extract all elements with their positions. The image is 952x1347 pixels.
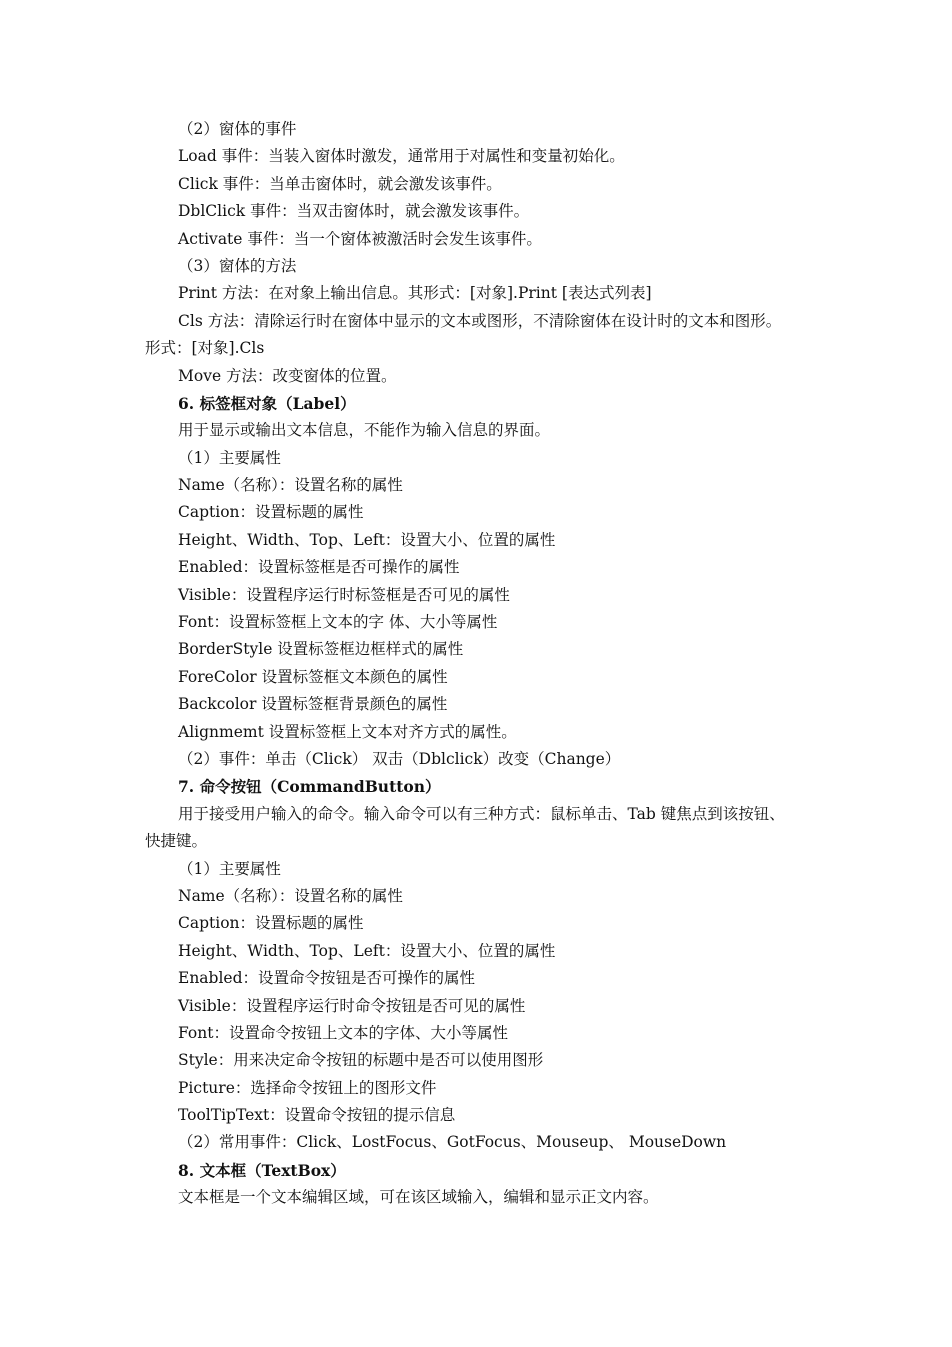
text-line: Cls 方法：清除运行时在窗体中显示的文本或图形，不清除窗体在设计时的文本和图形。	[178, 311, 782, 330]
text-line: Height、Width、Top、Left：设置大小、位置的属性	[178, 530, 556, 549]
text-line: Click 事件：当单击窗体时，就会激发该事件。	[178, 174, 502, 193]
text-line: Style：用来决定命令按钮的标题中是否可以使用图形	[178, 1051, 544, 1070]
section-heading: 7. 命令按钮（CommandButton）	[178, 777, 441, 797]
text-line: Enabled：设置标签框是否可操作的属性	[178, 558, 460, 577]
text-line: Visible：设置程序运行时命令按钮是否可见的属性	[178, 996, 526, 1015]
text-line: 用于显示或输出文本信息，不能作为输入信息的界面。	[178, 421, 551, 440]
text-line: ForeColor 设置标签框文本颜色的属性	[178, 667, 448, 686]
paragraph-continuation: 快捷键。	[145, 832, 208, 851]
document-body	[145, 116, 825, 1212]
section-heading: 8. 文本框（TextBox）	[178, 1160, 346, 1180]
paragraph-continuation: 形式：[对象].Cls	[145, 339, 265, 358]
text-line: 文本框是一个文本编辑区域，可在该区域输入，编辑和显示正文内容。	[178, 1188, 659, 1207]
section-heading: 6. 标签框对象（Label）	[178, 393, 356, 413]
text-line: Name（名称）：设置名称的属性	[178, 886, 403, 905]
text-line: Visible：设置程序运行时标签框是否可见的属性	[178, 585, 510, 604]
text-line: Backcolor 设置标签框背景颜色的属性	[178, 695, 448, 714]
text-line: Load 事件：当装入窗体时激发，通常用于对属性和变量初始化。	[178, 147, 625, 166]
text-line: （2）事件：单击（Click） 双击（Dblclick）改变（Change）	[178, 749, 621, 768]
text-line: Font：设置标签框上文本的字 体、大小等属性	[178, 613, 498, 632]
text-line: Name（名称）：设置名称的属性	[178, 476, 403, 495]
text-line: Font：设置命令按钮上文本的字体、大小等属性	[178, 1023, 508, 1042]
text-line: （2）窗体的事件	[178, 120, 297, 138]
text-line: 用于接受用户输入的命令。输入命令可以有三种方式：鼠标单击、Tab 键焦点到该按钮、	[178, 804, 785, 823]
text-line: Activate 事件：当一个窗体被激活时会发生该事件。	[178, 229, 542, 248]
text-line: （1）主要属性	[178, 448, 281, 467]
text-line: Print 方法：在对象上输出信息。其形式：[对象].Print [表达式列表]	[178, 284, 652, 303]
text-line: Height、Width、Top、Left：设置大小、位置的属性	[178, 941, 556, 960]
text-line: Move 方法：改变窗体的位置。	[178, 366, 397, 385]
text-line: ToolTipText：设置命令按钮的提示信息	[178, 1106, 456, 1125]
text-line: Alignmemt 设置标签框上文本对齐方式的属性。	[178, 722, 517, 741]
text-line: （2）常用事件：Click、LostFocus、GotFocus、Mouseup、 MouseDown	[178, 1133, 727, 1152]
text-line: Caption：设置标题的属性	[178, 503, 364, 522]
text-line: Picture：选择命令按钮上的图形文件	[178, 1078, 437, 1097]
text-line: Enabled：设置命令按钮是否可操作的属性	[178, 969, 476, 988]
text-line: Caption：设置标题的属性	[178, 914, 364, 933]
text-line: （1）主要属性	[178, 859, 281, 878]
text-line: DblClick 事件：当双击窗体时，就会激发该事件。	[178, 202, 530, 221]
text-line: BorderStyle 设置标签框边框样式的属性	[178, 640, 464, 659]
text-line: （3）窗体的方法	[178, 256, 297, 275]
